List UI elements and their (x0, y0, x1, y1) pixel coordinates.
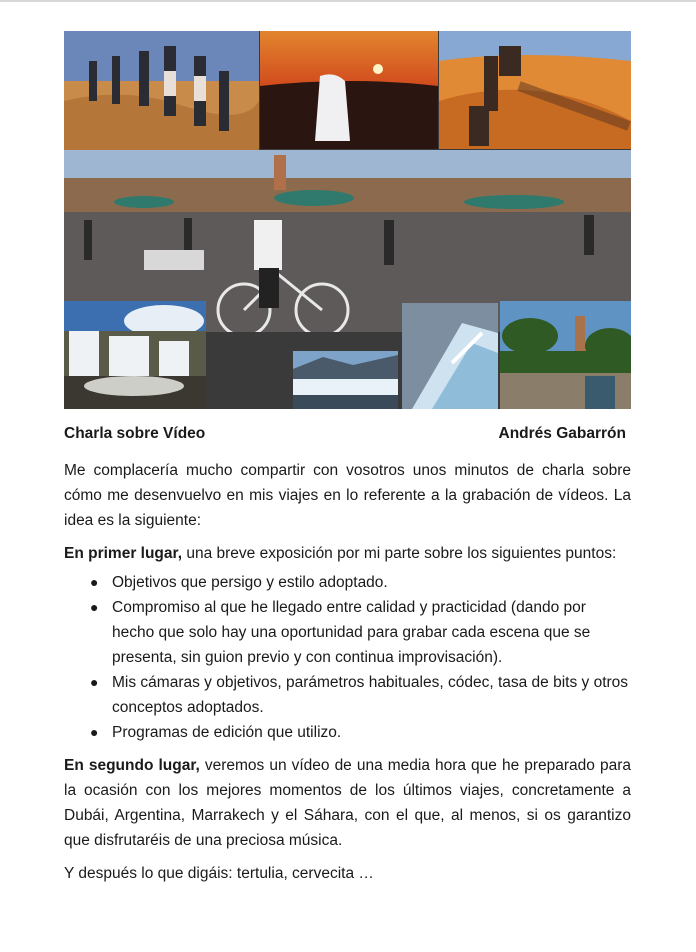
bullet-icon: ● (90, 599, 99, 615)
list-item: ● Mis cámaras y objetivos, parámetros habituales, códec, tasa de bits y otros conceptos adoptados. (112, 670, 631, 720)
bullet-icon: ● (90, 574, 99, 590)
closing-paragraph: Y después lo que digáis: tertulia, cervecita … (64, 865, 374, 882)
photo-collage (64, 31, 631, 409)
bullet-icon: ● (90, 724, 99, 740)
author-name: Andrés Gabarrón (498, 425, 626, 442)
list-item: ● Programas de edición que utilizo. (112, 720, 631, 745)
desert-sunset-photo (260, 31, 438, 149)
points-list (64, 570, 631, 745)
bullet-icon: ● (90, 674, 99, 690)
intro-paragraph: Me complacería mucho compartir con vosotros unos minutos de charla sobre cómo me desenvuelvo en mis viajes en lo referente a la grabación de vídeos. La idea es la siguiente: (64, 462, 631, 529)
second-text: veremos un vídeo de una media hora que he preparado para la ocasión con los mejores momentos de los últimos viajes, concretamente a Dubái, Argentina, Marrakech y el Sáhara, con el que, al menos, si os garantizo que disfrutaréis de una preciosa música. (64, 757, 631, 849)
document-body (64, 458, 631, 894)
list-item: ● Objetivos que persigo y estilo adoptado. (112, 570, 631, 595)
top-divider (0, 0, 696, 2)
second-paragraph (64, 753, 631, 853)
camel-caravan-photo (439, 31, 631, 149)
list-item: ● Compromiso al que he llegado entre calidad y practicidad (dando por hecho que solo hay una oportunidad para grabar cada escena que se presenta, sin guion previo y con continua improvisación). (112, 595, 631, 670)
first-text: una breve exposición por mi parte sobre los siguientes puntos: (182, 545, 617, 562)
glacier-closeup-photo (402, 303, 498, 409)
palm-garden-minaret-photo (500, 301, 631, 409)
second-lead: En segundo lugar, (64, 757, 200, 774)
waterfall-photo (64, 301, 206, 409)
first-paragraph (64, 541, 631, 566)
first-lead: En primer lugar, (64, 545, 183, 562)
talk-title: Charla sobre Vídeo (64, 425, 206, 442)
glacier-wide-photo (293, 351, 398, 409)
